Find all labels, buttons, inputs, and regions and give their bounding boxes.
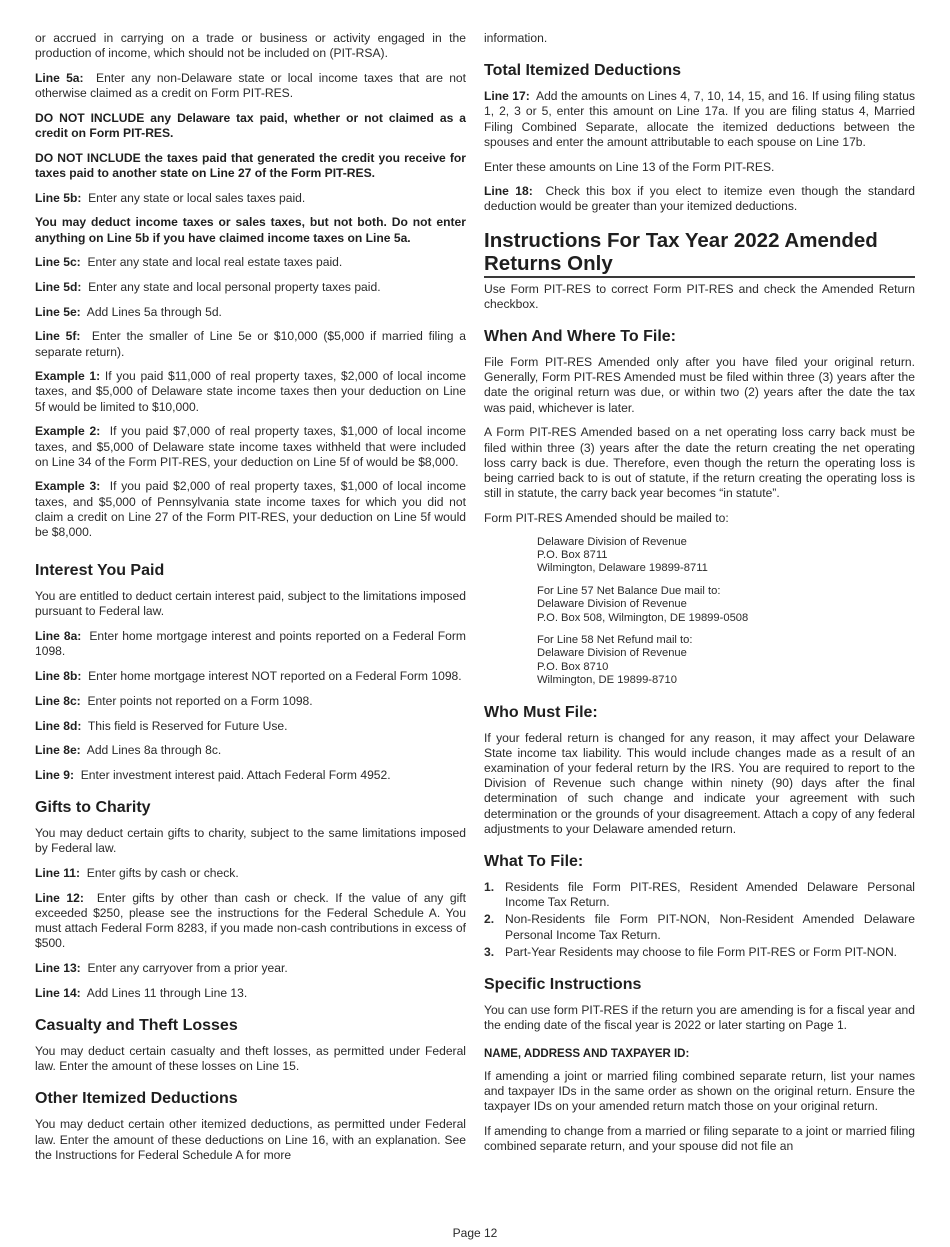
- amended-returns-heading: Instructions For Tax Year 2022 Amended Returns Only: [484, 229, 915, 278]
- page-number: Page 12: [452, 1226, 498, 1240]
- list-item: 1. Residents file Form PIT-RES, Resident Amended Delaware Personal Income Tax Return.: [484, 880, 915, 910]
- section-heading: Gifts to Charity: [35, 799, 151, 817]
- line-8e: Line 8e: Add Lines 8a through 8c.: [35, 743, 222, 758]
- paragraph: You may deduct certain casualty and theft losses, as permitted under Federal law. Enter the amount of these losses on Line 15.: [35, 1043, 466, 1074]
- mailing-address: Delaware Division of Revenue P.O. Box 8711 Wilmington, Delaware 19899-8711: [537, 535, 708, 575]
- paragraph: or accrued in carrying on a trade or business or activity engaged in the production of income, which should not be included on (PIT-RSA).: [35, 31, 466, 61]
- mailing-address-balance-due: For Line 57 Net Balance Due mail to: Delaware Division of Revenue P.O. Box 508, Wilmington, DE 19899-0508: [537, 584, 749, 624]
- section-heading: Other Itemized Deductions: [35, 1090, 238, 1108]
- section-heading: Total Itemized Deductions: [484, 62, 682, 80]
- paragraph: Use Form PIT-RES to correct Form PIT-RES and check the Amended Return checkbox.: [484, 281, 915, 311]
- section-heading: When And Where To File:: [484, 328, 676, 346]
- line-18: Line 18: Check this box if you elect to itemize even though the standard deduction would be greater than your itemized deductions.: [484, 184, 915, 214]
- list-item: 2. Non-Residents file Form PIT-NON, Non-Resident Amended Delaware Personal Income Tax Return.: [484, 912, 915, 942]
- mailing-address-refund: For Line 58 Net Refund mail to: Delaware Division of Revenue P.O. Box 8710 Wilmington, DE 19899-8710: [537, 634, 693, 687]
- line-8c: Line 8c: Enter points not reported on a Form 1098.: [35, 693, 313, 708]
- section-heading: What To File:: [484, 853, 584, 871]
- paragraph: You are entitled to deduct certain interest paid, subject to the limitations imposed pursuant to Federal law.: [35, 589, 466, 619]
- paragraph: If your federal return is changed for any reason, it may affect your Delaware State income tax liability. This would include changes made as a result of an examination of your federal return by the IRS. You are required to report to the Division of Revenue such change within ninety (90) days after the final determination of such change and indicate your agreement with such determination or the grounds of your disagreement. Attach a copy of any federal adjustments to your Delaware amended return.: [484, 730, 915, 836]
- note: DO NOT INCLUDE any Delaware tax paid, whether or not claimed as a credit on Form PIT-RES.: [35, 110, 466, 141]
- list-item: 3. Part-Year Residents may choose to file Form PIT-RES or Form PIT-NON.: [484, 944, 898, 959]
- example-2: Example 2: If you paid $7,000 of real property taxes, $1,000 of local income taxes, and $5,000 of Delaware state income taxes withheld that were included on Line 34 of the Form PIT-RES, your deduction on Line 5f of would be $8,000.: [35, 424, 466, 469]
- what-to-file-list: [484, 880, 915, 960]
- line-5e: Line 5e: Add Lines 5a through 5d.: [35, 304, 222, 319]
- paragraph: You may deduct certain gifts to charity, subject to the same limitations imposed by Federal law.: [35, 826, 466, 856]
- paragraph: You may deduct certain other itemized deductions, as permitted under Federal law. Enter the amount of these deductions on Line 16, with an explanation. See the Instructions for Federal Schedule A for more: [35, 1117, 466, 1162]
- left-column: [35, 31, 466, 1172]
- section-heading: Specific Instructions: [484, 976, 642, 994]
- line-5f: Line 5f: Enter the smaller of Line 5e or $10,000 ($5,000 if married filing a separate return).: [35, 329, 466, 359]
- line-12: Line 12: Enter gifts by other than cash or check. If the value of any gift exceeded $250, please see the instructions for the Federal Schedule A. You must attach Federal Form 8283, if you made non-cash contributions in excess of $500.: [35, 890, 466, 951]
- paragraph: File Form PIT-RES Amended only after you have filed your original return. Generally, Form PIT-RES Amended must be filed within three (3) years after the date the original return was due, or within two (2) years after the date the tax was paid, whichever is later.: [484, 355, 915, 415]
- line-11: Line 11: Enter gifts by cash or check.: [35, 866, 239, 881]
- paragraph: Enter these amounts on Line 13 of the Form PIT-RES.: [484, 159, 775, 174]
- section-heading: Interest You Paid: [35, 562, 165, 580]
- paragraph: You can use form PIT-RES if the return you are amending is for a fiscal year and the ending date of the fiscal year is 2022 or later starting on Page 1.: [484, 1003, 915, 1033]
- paragraph: If amending a joint or married filing combined separate return, list your names and taxpayer IDs in the same order as shown on the original return. Ensure the taxpayer IDs on your amended return match those on your original return.: [484, 1068, 915, 1114]
- section-heading: Casualty and Theft Losses: [35, 1016, 238, 1034]
- right-column: [484, 31, 915, 1164]
- section-heading: Who Must File:: [484, 703, 598, 721]
- note: DO NOT INCLUDE the taxes paid that generated the credit you receive for taxes paid to another state on Line 27 of the Form PIT-RES.: [35, 150, 466, 180]
- line-13: Line 13: Enter any carryover from a prior year.: [35, 961, 288, 976]
- line-8a: Line 8a: Enter home mortgage interest and points reported on a Federal Form 1098.: [35, 629, 466, 659]
- line-8d: Line 8d: This field is Reserved for Future Use.: [35, 718, 288, 733]
- line-14: Line 14: Add Lines 11 through Line 13.: [35, 985, 248, 1000]
- line-5a: Line 5a: Enter any non-Delaware state or local income taxes that are not otherwise claimed as a credit on Form PIT-RES.: [35, 70, 467, 101]
- line-5c: Line 5c: Enter any state and local real estate taxes paid.: [35, 255, 343, 270]
- line-8b: Line 8b: Enter home mortgage interest NOT reported on a Federal Form 1098.: [35, 669, 462, 684]
- paragraph: information.: [484, 31, 548, 45]
- subsection-heading: NAME, ADDRESS AND TAXPAYER ID:: [484, 1048, 690, 1061]
- paragraph: Form PIT-RES Amended should be mailed to:: [484, 510, 729, 525]
- example-1: Example 1: If you paid $11,000 of real property taxes, $2,000 of local income taxes, and $5,000 of Delaware state income taxes then your deduction on Line 5f would be limited to $10,000.: [35, 369, 467, 414]
- line-17: Line 17: Add the amounts on Lines 4, 7, 10, 14, 15, and 16. If using filing status 1, 2, 3 or 5, enter this amount on Line 17a. If you are filing status 4, Married Filing Combined Separate, allocate the itemized deductions between the spouses and enter the amount attributable to each spouse on Line 17b.: [484, 89, 915, 149]
- paragraph: A Form PIT-RES Amended based on a net operating loss carry back must be filed within three (3) years after the date the return creating the net operating loss carry back is due. Therefore, even though the return the operating loss is being carried back to is out of statute, if the return creating the operating loss is still in statute, the carry back year becomes “in statute”.: [484, 425, 915, 501]
- line-5b: Line 5b: Enter any state or local sales taxes paid.: [35, 190, 306, 205]
- example-3: Example 3: If you paid $2,000 of real property taxes, $1,000 of local income taxes, and $5,000 of Pennsylvania state income taxes for which you did not claim a credit on Line 27 of the Form PIT-RES, your deduction on Line 5f would be $8,000.: [35, 479, 466, 540]
- note: You may deduct income taxes or sales taxes, but not both. Do not enter anything on Line 5b if you have claimed income taxes on Line 5a.: [35, 215, 466, 245]
- paragraph: If amending to change from a married or filing separate to a joint or married filing combined separate return, and your spouse did not file an: [484, 1123, 915, 1153]
- line-5d: Line 5d: Enter any state and local personal property taxes paid.: [35, 279, 381, 294]
- line-9: Line 9: Enter investment interest paid. Attach Federal Form 4952.: [35, 767, 391, 782]
